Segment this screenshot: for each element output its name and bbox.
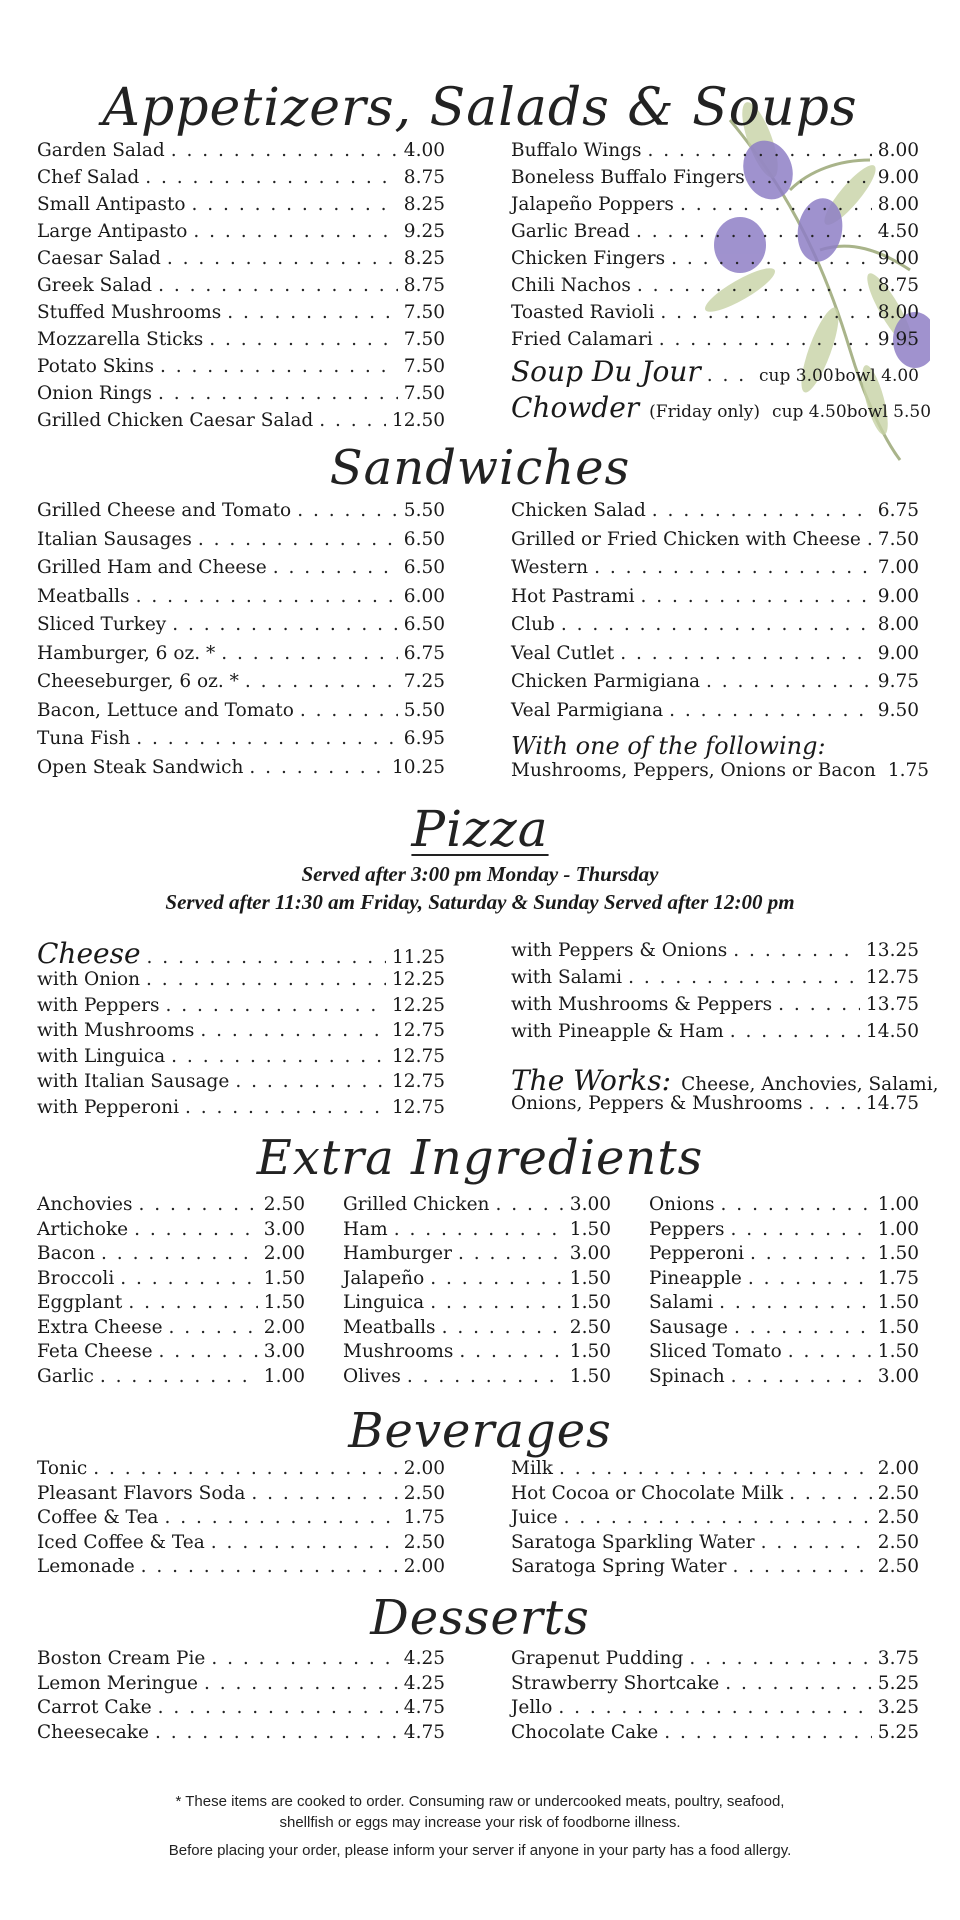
appetizers-right-column (511, 140, 932, 430)
works-row: The Works: Cheese, Anchovies, Salami, (511, 1064, 939, 1097)
list-item: Toasted Ravioli . . . 8.00 (511, 304, 919, 331)
list-item: Western . . . 7.00 (511, 559, 919, 588)
list-item: Sliced Turkey . . . 6.50 (37, 616, 445, 645)
list-item: with Italian Sausage . . . 12.75 (37, 1073, 445, 1099)
pizza-hours-weekend: Served after 11:30 am Friday, Saturday & Sunday Served after 12:00 pm (165, 890, 795, 914)
list-item: with Linguica . . . 12.75 (37, 1048, 445, 1074)
list-item: Juice . . . 2.50 (511, 1509, 919, 1534)
list-item: Milk . . . 2.00 (511, 1460, 919, 1485)
section-title-beverages: Beverages (348, 1403, 612, 1459)
list-item: Olives . . . 1.50 (343, 1368, 611, 1393)
list-item: Grapenut Pudding . . . 3.75 (511, 1650, 919, 1675)
list-item: Jalapeño . . . 1.50 (343, 1270, 611, 1295)
list-item: with Peppers & Onions . . . 13.25 (511, 942, 919, 969)
list-item: Fried Calamari . . . 9.95 (511, 331, 919, 358)
list-item: Cheesecake . . . 4.75 (37, 1724, 445, 1749)
list-item: Boneless Buffalo Fingers . . . 9.00 (511, 169, 919, 196)
list-item: Extra Cheese . . . 2.00 (37, 1319, 305, 1344)
section-title-appetizers: Appetizers, Salads & Soups (102, 78, 858, 138)
list-item: Chicken Parmigiana . . . 9.75 (511, 673, 919, 702)
list-item: Bacon . . . 2.00 (37, 1245, 305, 1270)
list-item: Salami . . . 1.50 (649, 1294, 919, 1319)
list-item: Potato Skins . . . 7.50 (37, 358, 445, 385)
list-item: Carrot Cake . . . 4.75 (37, 1699, 445, 1724)
list-item: Bacon, Lettuce and Tomato . . . 5.50 (37, 702, 445, 731)
section-title-sandwiches: Sandwiches (329, 440, 631, 496)
list-item: Onions . . . 1.00 (649, 1196, 919, 1221)
list-item: Italian Sausages . . . 6.50 (37, 531, 445, 560)
list-item: Meatballs . . . 2.50 (343, 1319, 611, 1344)
list-item: Grilled Cheese and Tomato . . . 5.50 (37, 502, 445, 531)
list-item: Tuna Fish . . . 6.95 (37, 730, 445, 759)
list-item: Pleasant Flavors Soda . . . 2.50 (37, 1485, 445, 1510)
list-item: with Peppers . . . 12.25 (37, 997, 445, 1023)
list-item: Eggplant . . . 1.50 (37, 1294, 305, 1319)
footer-warning-line2: shellfish or eggs may increase your risk of foodborne illness. (279, 1814, 681, 1831)
list-item: Chicken Salad . . . 6.75 (511, 502, 919, 531)
footer-warning-line1: * These items are cooked to order. Consuming raw or undercooked meats, poultry, seafood, (175, 1793, 785, 1810)
list-item: Greek Salad . . . 8.75 (37, 277, 445, 304)
list-item: Pineapple . . . 1.75 (649, 1270, 919, 1295)
extra-column-3 (649, 1196, 919, 1392)
list-item: with Pepperoni . . . 12.75 (37, 1099, 445, 1125)
extra-column-1 (37, 1196, 305, 1392)
list-item: Linguica . . . 1.50 (343, 1294, 611, 1319)
footer-allergy-note: Before placing your order, please inform your server if anyone in your party has a food allergy. (168, 1842, 792, 1859)
list-item: Grilled Chicken . . . 3.00 (343, 1196, 611, 1221)
list-item: Hamburger, 6 oz. * . . . 6.75 (37, 645, 445, 674)
list-item: Veal Parmigiana . . . 9.50 (511, 702, 919, 734)
beverages-right-column (511, 1460, 919, 1583)
list-item: Tonic . . . 2.00 (37, 1460, 445, 1485)
list-item: Ham . . . 1.50 (343, 1221, 611, 1246)
list-item: Jello . . . 3.25 (511, 1699, 919, 1724)
list-item: Garden Salad . . . 4.00 (37, 142, 445, 169)
chowder-row: Chowder (Friday only) cup 4.50 bowl 5.50 (511, 391, 932, 424)
list-item: Mozzarella Sticks . . . 7.50 (37, 331, 445, 358)
list-item: Sausage . . . 1.50 (649, 1319, 919, 1344)
list-item: Meatballs . . . 6.00 (37, 588, 445, 617)
list-item: Cheese . . . 11.25 (37, 940, 445, 971)
section-title-desserts: Desserts (370, 1590, 590, 1646)
soup-row: Soup Du Jour . . . cup 3.00 bowl 4.00 (511, 358, 919, 394)
list-item: Small Antipasto . . . 8.25 (37, 196, 445, 223)
list-item: Lemonade . . . 2.00 (37, 1558, 445, 1583)
list-item: Grilled Ham and Cheese . . . 6.50 (37, 559, 445, 588)
list-item: Boston Cream Pie . . . 4.25 (37, 1650, 445, 1675)
list-item: Club . . . 8.00 (511, 616, 919, 645)
list-item: Iced Coffee & Tea . . . 2.50 (37, 1534, 445, 1559)
list-item: Chili Nachos . . . 8.75 (511, 277, 919, 304)
list-item: Strawberry Shortcake . . . 5.25 (511, 1675, 919, 1700)
pizza-hours-weekday: Served after 3:00 pm Monday - Thursday (301, 862, 659, 886)
list-item: with Mushrooms . . . 12.75 (37, 1022, 445, 1048)
list-item: Onions, Peppers & Mushrooms . . . 14.75 (511, 1095, 919, 1122)
list-item: Chef Salad . . . 8.75 (37, 169, 445, 196)
desserts-left-column (37, 1650, 445, 1748)
sandwiches-right-column (511, 500, 930, 790)
list-item: Large Antipasto . . . 9.25 (37, 223, 445, 250)
list-item: Stuffed Mushrooms . . . 7.50 (37, 304, 445, 331)
list-item: Anchovies . . . 2.50 (37, 1196, 305, 1221)
list-item: Hot Pastrami . . . 9.00 (511, 588, 919, 617)
list-item: Grilled or Fried Chicken with Cheese . . . 7.50 (511, 531, 919, 560)
list-item: Hot Cocoa or Chocolate Milk . . . 2.50 (511, 1485, 919, 1510)
beverages-left-column (37, 1460, 445, 1583)
list-item: Lemon Meringue . . . 4.25 (37, 1675, 445, 1700)
list-item: Buffalo Wings . . . 8.00 (511, 142, 919, 169)
list-item: with Salami . . . 12.75 (511, 969, 919, 996)
list-item: Spinach . . . 3.00 (649, 1368, 919, 1393)
list-item: Garlic . . . 1.00 (37, 1368, 305, 1393)
list-item: Cheeseburger, 6 oz. * . . . 7.25 (37, 673, 445, 702)
list-item: Caesar Salad . . . 8.25 (37, 250, 445, 277)
list-item: Artichoke . . . 3.00 (37, 1221, 305, 1246)
extra-column-2 (343, 1196, 611, 1392)
list-item: Hamburger . . . 3.00 (343, 1245, 611, 1270)
sandwiches-left-column (37, 502, 445, 787)
list-item: Pepperoni . . . 1.50 (649, 1245, 919, 1270)
list-item: Saratoga Spring Water . . . 2.50 (511, 1558, 919, 1583)
list-item: Onion Rings . . . 7.50 (37, 385, 445, 412)
section-title-pizza: Pizza (411, 800, 549, 858)
list-item: Mushrooms, Peppers, Onions or Bacon 1.75 (511, 759, 930, 781)
list-item: Feta Cheese . . . 3.00 (37, 1343, 305, 1368)
desserts-right-column (511, 1650, 919, 1748)
list-item: Mushrooms . . . 1.50 (343, 1343, 611, 1368)
list-item: with Pineapple & Ham . . . 14.50 (511, 1023, 919, 1067)
section-title-extra-ingredients: Extra Ingredients (256, 1130, 704, 1186)
list-item: Peppers . . . 1.00 (649, 1221, 919, 1246)
list-item: Broccoli . . . 1.50 (37, 1270, 305, 1295)
list-item: Veal Cutlet . . . 9.00 (511, 645, 919, 674)
list-item: with Mushrooms & Peppers . . . 13.75 (511, 996, 919, 1023)
list-item: Chicken Fingers . . . 9.00 (511, 250, 919, 277)
list-item: Coffee & Tea . . . 1.75 (37, 1509, 445, 1534)
list-item: with Onion . . . 12.25 (37, 971, 445, 997)
list-item: Sliced Tomato . . . 1.50 (649, 1343, 919, 1368)
list-item: Grilled Chicken Caesar Salad . . . 12.50 (37, 412, 445, 439)
list-item: Jalapeño Poppers . . . 8.00 (511, 196, 919, 223)
with-label: With one of the following: (511, 731, 826, 760)
list-item: Chocolate Cake . . . 5.25 (511, 1724, 919, 1749)
list-item: Open Steak Sandwich . . . 10.25 (37, 759, 445, 788)
pizza-right-column (511, 940, 939, 1122)
appetizers-left-column (37, 142, 445, 439)
pizza-left-column (37, 937, 445, 1124)
list-item: Saratoga Sparkling Water . . . 2.50 (511, 1534, 919, 1559)
list-item: Garlic Bread . . . 4.50 (511, 223, 919, 250)
